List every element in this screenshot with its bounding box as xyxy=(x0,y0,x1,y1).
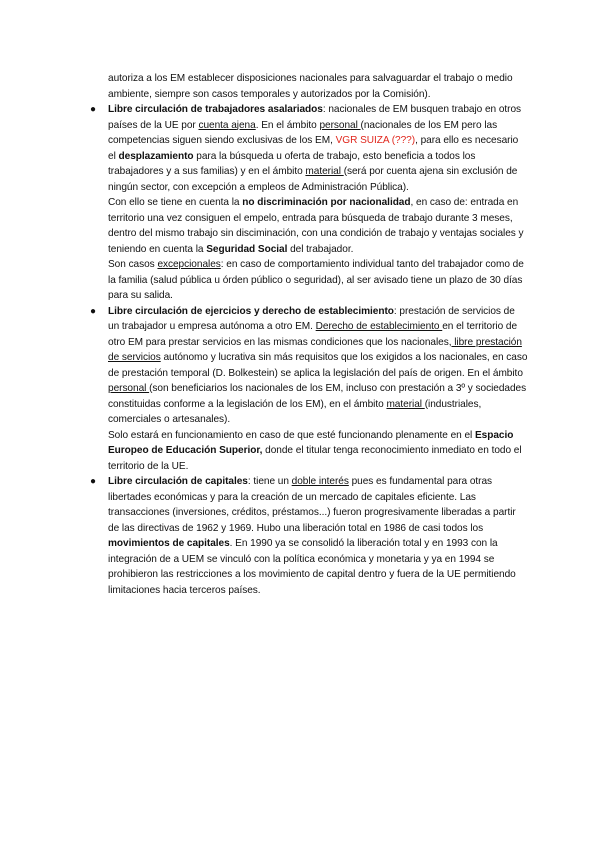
bullet-icon: ● xyxy=(90,305,96,317)
bold-term: Seguridad Social xyxy=(206,243,288,255)
underlined-term: excepcionales xyxy=(157,259,221,270)
text: para la búsqueda u oferta de trabajo, esto beneficia a todos los trabajadores y a sus familias) y en el ámbito xyxy=(108,150,476,177)
underlined-term: material xyxy=(305,166,344,177)
underlined-term: personal xyxy=(319,119,361,131)
paragraph xyxy=(108,304,528,428)
text: en el territorio de otro EM para prestar servicios en las mismas condiciones que los nacionales, xyxy=(108,321,518,348)
bullet-icon: ● xyxy=(90,104,96,115)
text: Con ello se tiene en cuenta la xyxy=(108,197,243,208)
item-heading: Libre circulación de capitales xyxy=(108,476,248,487)
underlined-term: doble interés xyxy=(291,476,349,487)
text: (industriales, comerciales o artesanales). xyxy=(108,398,482,425)
list-item-trabajadores xyxy=(90,102,528,304)
text: . En el ámbito xyxy=(255,119,320,131)
bold-term: desplazamiento xyxy=(118,150,194,162)
text: (será por cuenta ajena sin exclusión de ningún sector, con excepción a empleos de Administración Pública). xyxy=(108,166,518,193)
red-note: VGR SUIZA (???) xyxy=(335,135,416,146)
text: donde el titular tenga reconocimiento inmediato en todo el territorio de la UE. xyxy=(108,445,522,472)
bold-term: Espacio Europeo de Educación Superior, xyxy=(108,429,514,456)
text: : nacionales de EM busquen trabajo en otros países de la UE por xyxy=(108,104,522,131)
text: , para ello es necesario el xyxy=(108,135,519,162)
bold-term: no discriminación por nacionalidad xyxy=(242,197,411,208)
underlined-term: material xyxy=(386,398,425,410)
text: (son beneficiarios los nacionales de los EM, incluso con prestación a 3º y sociedades constituidas conforme a la legislación de los EM), en el ámbito xyxy=(108,383,527,410)
text: pues es fundamental para otras libertades económicas y para la creación de un mercado de capitales eficiente. Las transacciones (inversiones, créditos, préstamos...) fueron progresivamente liberadas a partir de las directivas de 1962 y 1969. Hubo una liberación total en 1986 de casi todos los xyxy=(108,476,516,534)
item-heading: Libre circulación de trabajadores asalariados xyxy=(108,104,323,115)
paragraph xyxy=(108,195,528,257)
text: : prestación de servicios de un trabajador u empresa autónoma a otro EM. xyxy=(108,305,515,332)
text: Son casos xyxy=(108,259,158,270)
underlined-term: personal xyxy=(108,383,150,394)
item-heading: Libre circulación de ejercicios y derecho de establecimiento xyxy=(108,305,394,317)
underlined-term: Derecho de establecimiento xyxy=(315,321,443,332)
document-body xyxy=(90,71,528,598)
text: autónomo y lucrativa sin más requisitos que los exigidos a los nacionales, en caso de prestación temporal (D. Bolkestein) se aplica la legislación del país de origen. En el ámbito xyxy=(108,352,528,379)
paragraph xyxy=(108,102,528,195)
underlined-term: cuenta ajena xyxy=(198,119,256,131)
text: Solo estará en funcionamiento en caso de que esté funcionando plenamente en el xyxy=(108,429,475,441)
paragraph xyxy=(108,474,528,598)
text: : en caso de comportamiento individual tanto del trabajador como de la familia (salud pública u órden público o seguridad), al ser avisado tiene un plazo de 30 días para su salida. xyxy=(108,259,524,301)
list-item-capitales xyxy=(90,474,528,598)
list-item-establecimiento xyxy=(90,304,528,475)
intro-continuation: autoriza a los EM establecer disposiciones nacionales para salvaguardar el trabajo o medio ambiente, siempre son casos temporales y autorizados por la Comisión). xyxy=(108,73,513,100)
text: : tiene un xyxy=(247,476,292,487)
text: del trabajador. xyxy=(287,243,354,255)
text: (nacionales de los EM pero las competencias siguen siendo exclusivas de los EM, xyxy=(108,119,498,146)
text: . En 1990 ya se consolidó la liberación total y en 1993 con la integración de a UEM se vinculó con la política económica y monetaria y ya en 1994 se prohibieron las restricciones a los movimiento de capital dentro y fuera de la UE permitiendo limitaciones hacia terceros países. xyxy=(108,538,516,596)
paragraph xyxy=(108,257,528,304)
bullet-icon: ● xyxy=(90,476,96,487)
text: , en caso de: entrada en territorio una vez consiguen el empelo, entrada para búsqueda de trabajo durante 3 meses, dentro del mismo trabajo sin disciminación, con una condición de trabajo y ventajas sociales y teniendo en cuenta la xyxy=(108,197,524,255)
paragraph xyxy=(108,428,528,475)
underlined-term: libre prestación de servicios xyxy=(108,336,522,363)
bold-term: movimientos de capitales xyxy=(108,538,230,549)
